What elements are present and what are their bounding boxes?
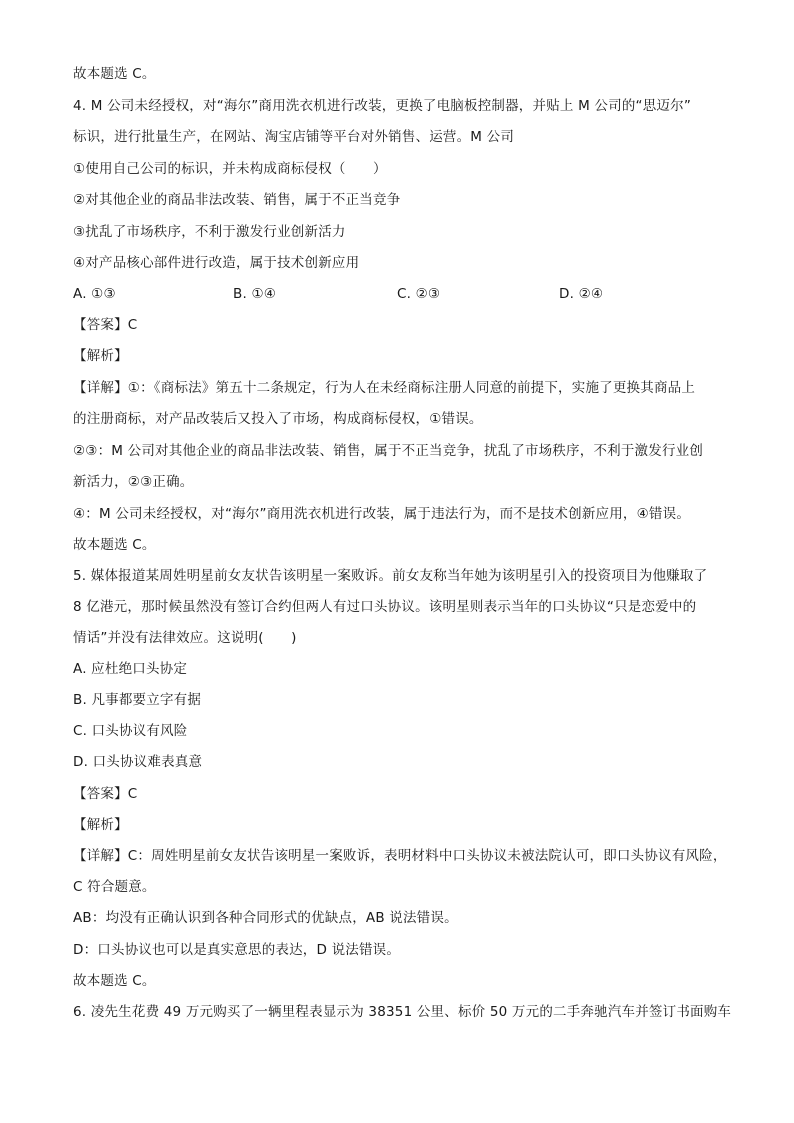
q4-stem-line2: 标识，进行批量生产，在网站、淘宝店铺等平台对外销售、运营。M 公司 (73, 129, 515, 145)
q4-statement-4: ④对产品核心部件进行改造，属于技术创新应用 (73, 255, 360, 271)
q4-explanation-5: ④：M 公司未经授权，对“海尔”商用洗衣机进行改装，属于违法行为，而不是技术创新应用，④错误。 (73, 506, 691, 522)
q6-stem-line1: 6. 凌先生花费 49 万元购买了一辆里程表显示为 38351 公里、标价 50 万元的二手奔驰汽车并签订书面购车 (73, 1004, 732, 1020)
q5-answer: 【答案】C (73, 786, 138, 802)
q5-option-b: B. 凡事都要立字有据 (73, 692, 202, 708)
q5-conclusion: 故本题选 C。 (73, 973, 156, 989)
q4-option-c: C. ②③ (397, 286, 441, 302)
q5-explanation-3: AB：均没有正确认识到各种合同形式的优缺点，AB 说法错误。 (73, 910, 458, 926)
q4-explanation-1: 【详解】①：《商标法》第五十二条规定，行为人在未经商标注册人同意的前提下，实施了更换其商品上 (73, 380, 696, 396)
q4-explanation-2: 的注册商标，对产品改装后又投入了市场，构成商标侵权，①错误。 (73, 411, 483, 427)
q5-option-c: C. 口头协议有风险 (73, 723, 188, 739)
q4-stem-line1: 4. M 公司未经授权，对“海尔”商用洗衣机进行改装，更换了电脑板控制器，并贴上 M 公司的“思迈尔” (73, 98, 692, 114)
q4-option-d: D. ②④ (559, 286, 604, 302)
q4-statement-3: ③扰乱了市场秩序，不利于激发行业创新活力 (73, 224, 346, 240)
q4-statement-2: ②对其他企业的商品非法改装、销售，属于不正当竞争 (73, 192, 401, 208)
q5-explanation-2: C 符合题意。 (73, 879, 156, 895)
q4-statement-1: ①使用自己公司的标识，并未构成商标侵权（ ） (73, 161, 387, 177)
q5-explanation-1: 【详解】C：周姓明星前女友状告该明星一案败诉，表明材料中口头协议未被法院认可，即口头协议有风险， (73, 848, 727, 864)
q5-stem-line2: 8 亿港元，那时候虽然没有签订合约但两人有过口头协议。该明星则表示当年的口头协议“只是恋爱中的 (73, 599, 697, 615)
q5-option-d: D. 口头协议难表真意 (73, 754, 203, 770)
q4-option-a: A. ①③ (73, 286, 116, 302)
q5-stem-line1: 5. 媒体报道某周姓明星前女友状告该明星一案败诉。前女友称当年她为该明星引入的投资项目为他赚取了 (73, 568, 708, 584)
q4-explanation-3: ②③：M 公司对其他企业的商品非法改装、销售，属于不正当竞争，扰乱了市场秩序，不利于激发行业创 (73, 443, 704, 459)
q4-answer: 【答案】C (73, 317, 138, 333)
q4-explanation-4: 新活力，②③正确。 (73, 474, 194, 490)
q5-stem-line3: 情话”并没有法律效应。这说明( ) (73, 630, 297, 646)
q5-explanation-4: D：口头协议也可以是真实意思的表达，D 说法错误。 (73, 942, 401, 958)
q5-option-a: A. 应杜绝口头协定 (73, 661, 188, 677)
q5-analysis-heading: 【解析】 (73, 817, 128, 833)
q4-conclusion: 故本题选 C。 (73, 537, 156, 553)
q4-option-b: B. ①④ (233, 286, 277, 302)
conclusion-prev: 故本题选 C。 (73, 66, 156, 82)
q4-analysis-heading: 【解析】 (73, 348, 128, 364)
